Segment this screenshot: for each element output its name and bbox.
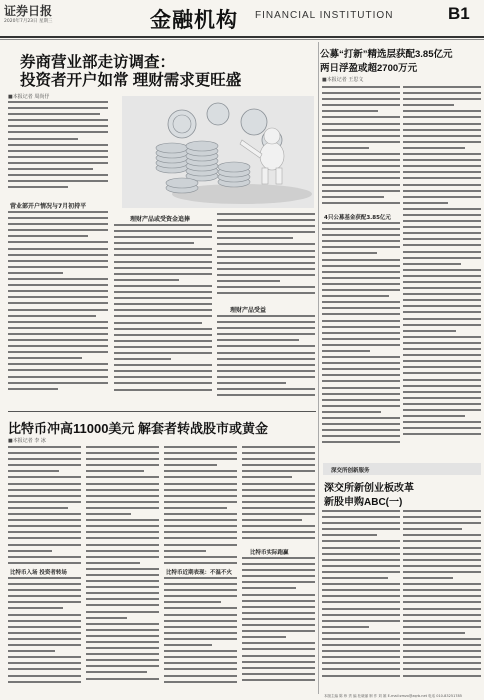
lead-body-col3b (217, 315, 315, 406)
side-body-col1b (322, 222, 400, 460)
box-headline-line2: 新股申购ABC(一) (324, 497, 403, 508)
lead-byline: ■本报记者 周尚伃 (8, 94, 50, 100)
bottom-body-col3a (164, 446, 237, 566)
side-body-col1a (322, 86, 400, 211)
lead-body-col3a (217, 213, 315, 303)
bottom-body-col3b (164, 577, 237, 691)
side-headline-line2: 两日浮盈或超2700万元 (320, 63, 418, 74)
lead-headline-line2: 投资者开户如常 理财需求更旺盛 (20, 72, 242, 89)
masthead-rule (0, 36, 484, 38)
side-subhead-1: 4只公募基金获配3.85亿元 (324, 215, 391, 221)
lead-subhead-1: 营业部开户情况与7月初持平 (10, 203, 87, 210)
section-tag: 深交所创新服务 (323, 463, 481, 475)
bottom-subhead-2: 比特币近期表现：不温不火 (166, 570, 233, 576)
bottom-body-col4a (242, 446, 315, 546)
bottom-body-col1b (8, 577, 81, 691)
lead-subhead-2: 理财产品或受资金追捧 (130, 216, 191, 223)
bottom-body-col2 (86, 446, 159, 691)
newspaper-logo: 证券日报 (4, 4, 53, 18)
lead-body-col1b (8, 211, 108, 406)
bottom-subhead-1: 比特币入场 投资者转场 (10, 570, 67, 576)
masthead-rule-thin (0, 39, 484, 40)
bottom-headline: 比特币冲高11000美元 解套者转战股市或黄金 (8, 421, 269, 436)
page-number: B1 (448, 4, 470, 23)
lead-body-col2 (114, 224, 212, 406)
lead-subhead-3: 理财产品受益 (230, 307, 267, 314)
page-footer: 本版主编 陈 炜 责 编 杜晓丽 制 作 刘 雄 E-mail:zmzx@zqrb.net 电话 010-83251785 (324, 694, 462, 698)
section-title: 金融机构 (150, 7, 238, 32)
box-body-col2 (403, 510, 481, 692)
section-english-title: FINANCIAL INSTITUTION (255, 10, 394, 21)
box-body-col1 (322, 510, 400, 692)
side-body-col2 (403, 86, 481, 460)
bottom-subhead-3: 比特币实际跑赢 (250, 550, 289, 556)
bottom-body-col4b (242, 557, 315, 691)
side-headline-line1: 公募“打新”精选层获配3.85亿元 (320, 49, 453, 60)
lead-body-col1a (8, 101, 108, 198)
masthead (0, 0, 484, 40)
bottom-byline: ■本报记者 李 冰 (8, 438, 46, 444)
lead-headline-line1: 券商营业部走访调查： (20, 54, 176, 71)
issue-date: 2020年7月23日 星期三 (4, 19, 53, 24)
side-byline: ■本报记者 王思文 (322, 77, 364, 83)
column-divider (318, 42, 319, 694)
bottom-body-col1a (8, 446, 81, 566)
lead-story-bottom-rule (8, 411, 316, 412)
box-headline-line1: 深交所新创业板改革 (324, 483, 414, 494)
coins-illustration (122, 96, 314, 208)
